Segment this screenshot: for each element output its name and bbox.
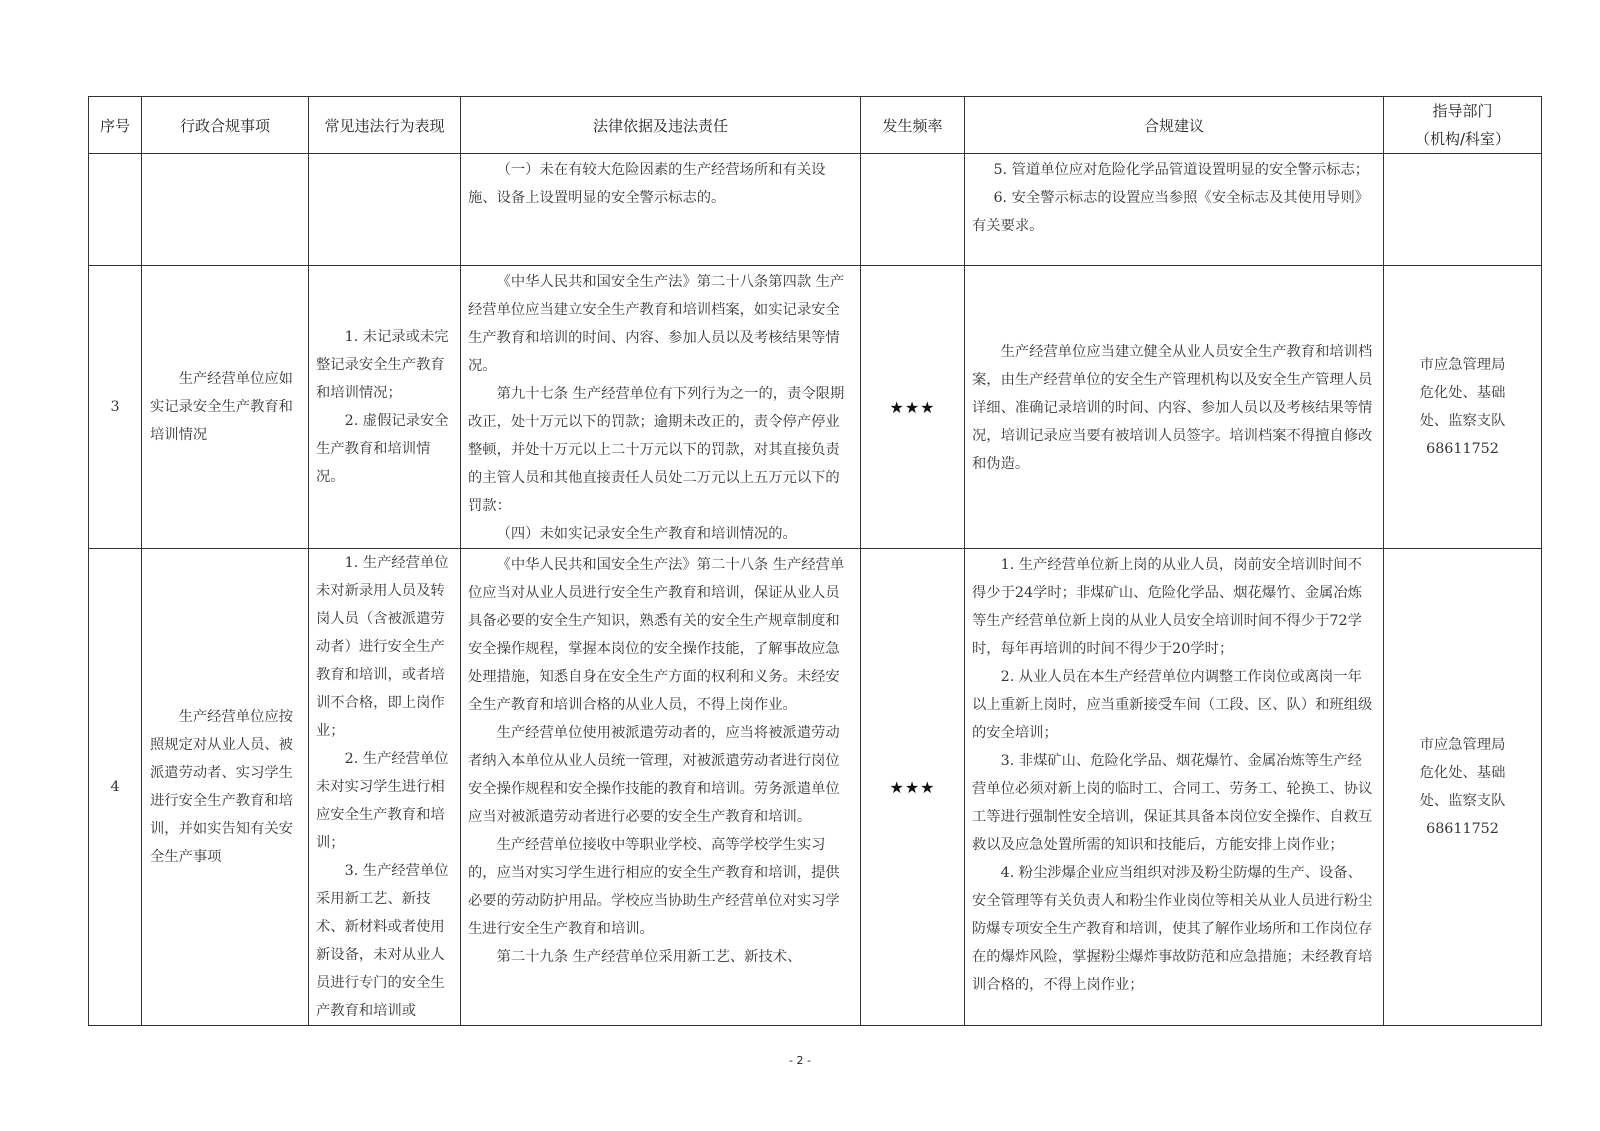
violation-paragraph: 2. 生产经营单位未对实习学生进行相应安全生产教育和培训； <box>316 751 449 851</box>
dept-line: 处、监察支队 <box>1419 413 1506 429</box>
legal-paragraph: 《中华人民共和国安全生产法》第二十八条第四款 生产经营单位应当建立安全生产教育和培训档案，如实记录安全生产教育和培训的时间、内容、参加人员以及考核结果等情况。 <box>468 274 845 374</box>
header-dept <box>1384 97 1542 154</box>
header-seq: 序号 <box>89 97 142 154</box>
row-suggestion <box>965 154 1384 266</box>
row-legal <box>461 154 861 266</box>
suggestion-paragraph: 1. 生产经营单位新上岗的从业人员，岗前安全培训时间不得少于24学时；非煤矿山、危险化学品、烟花爆竹、金属冶炼等生产经营单位新上岗的从业人员安全培训时间不得少于72学时，每年再培训的时间不得少于20学时； <box>972 557 1362 657</box>
page-number: - 2 - <box>789 1054 811 1067</box>
row-item <box>142 266 309 549</box>
legal-paragraph: （四）未如实记录安全生产教育和培训情况的。 <box>496 526 797 542</box>
suggestion-paragraph: 5. 管道单位应对危险化学品管道设置明显的安全警示标志； <box>993 162 1370 178</box>
violation-paragraph: 2. 虚假记录安全生产教育和培训情况。 <box>316 413 449 485</box>
table-row <box>89 549 1542 1026</box>
header-row <box>89 97 1542 154</box>
dept-line: 危化处、基础 <box>1419 385 1506 401</box>
compliance-table <box>88 96 1542 1026</box>
row-seq <box>89 154 142 266</box>
header-frequency: 发生频率 <box>861 97 965 154</box>
item-text: 生产经营单位应按照规定对从业人员、被派遣劳动者、实习学生进行安全生产教育和培训，并如实告知有关安全生产事项 <box>150 709 293 865</box>
legal-paragraph: 生产经营单位接收中等职业学校、高等学校学生实习的，应当对实习学生进行相应的安全生产教育和培训，提供必要的劳动防护用品。学校应当协助生产经营单位对实习学生进行安全生产教育和培训。 <box>468 837 840 937</box>
dept-line: 市应急管理局 <box>1419 737 1506 753</box>
row-frequency <box>861 154 965 266</box>
header-dept-line2: （机构/科室） <box>1414 130 1511 148</box>
item-text: 生产经营单位应如实记录安全生产教育和培训情况 <box>150 371 293 443</box>
suggestion-paragraph: 6. 安全警示标志的设置应当参照《安全标志及其使用导则》有关要求。 <box>972 190 1370 234</box>
suggestion-paragraph: 3. 非煤矿山、危险化学品、烟花爆竹、金属冶炼等生产经营单位必须对新上岗的临时工、合同工、劳务工、轮换工、协议工等进行强制性安全培训，保证其具备本岗位安全操作、自救互救以及应急处置所需的知识和技能后，方能安排上岗作业； <box>972 753 1373 853</box>
suggestion-paragraph: 2. 从业人员在本生产经营单位内调整工作岗位或离岗一年以上重新上岗时，应当重新接受车间（工段、区、队）和班组级的安全培训； <box>972 669 1373 741</box>
row-frequency: ★★★ <box>861 266 965 549</box>
row-violation <box>309 549 461 1026</box>
row-legal <box>461 549 861 1026</box>
legal-paragraph: 生产经营单位使用被派遣劳动者的，应当将被派遣劳动者纳入本单位从业人员统一管理，对被派遣劳动者进行岗位安全操作规程和安全操作技能的教育和培训。劳务派遣单位应当对被派遣劳动者进行必要的安全生产教育和培训。 <box>468 725 840 825</box>
suggestion-paragraph: 生产经营单位应当建立健全从业人员安全生产教育和培训档案，由生产经营单位的安全生产管理机构以及安全生产管理人员详细、准确记录培训的时间、内容、参加人员以及考核结果等情况，培训记录应当要有被培训人员签字。培训档案不得擅自修改和伪造。 <box>972 344 1373 472</box>
row-seq: 4 <box>89 549 142 1026</box>
violation-paragraph: 1. 未记录或未完整记录安全生产教育和培训情况； <box>316 329 449 401</box>
header-suggestion: 合规建议 <box>965 97 1384 154</box>
dept-line: 市应急管理局 <box>1419 357 1506 373</box>
row-legal <box>461 266 861 549</box>
row-item <box>142 549 309 1026</box>
row-violation <box>309 266 461 549</box>
header-item: 行政合规事项 <box>142 97 309 154</box>
table-row <box>89 266 1542 549</box>
row-frequency: ★★★ <box>861 549 965 1026</box>
header-legal: 法律依据及违法责任 <box>461 97 861 154</box>
row-violation <box>309 154 461 266</box>
legal-paragraph: 《中华人民共和国安全生产法》第二十八条 生产经营单位应当对从业人员进行安全生产教育和培训，保证从业人员具备必要的安全生产知识，熟悉有关的安全生产规章制度和安全操作规程，掌握本岗位的安全操作技能，了解事故应急处理措施，知悉自身在安全生产方面的权利和义务。未经安全生产教育和培训合格的从业人员，不得上岗作业。 <box>468 557 845 713</box>
row-item <box>142 154 309 266</box>
row-suggestion <box>965 549 1384 1026</box>
dept-line: 68611752 <box>1426 441 1499 457</box>
row-dept <box>1384 266 1542 549</box>
header-violation: 常见违法行为表现 <box>309 97 461 154</box>
legal-paragraph: 第二十九条 生产经营单位采用新工艺、新技术、 <box>496 949 802 965</box>
violation-paragraph: 3. 生产经营单位采用新工艺、新技术、新材料或者使用新设备，未对从业人员进行专门的安全生产教育和培训或 <box>316 863 449 1019</box>
table-row <box>89 154 1542 266</box>
suggestion-paragraph: 4. 粉尘涉爆企业应当组织对涉及粉尘防爆的生产、设备、安全管理等有关负责人和粉尘作业岗位等相关从业人员进行粉尘防爆专项安全生产教育和培训，使其了解作业场所和工作岗位存在的爆炸风险，掌握粉尘爆炸事故防范和应急措施；未经教育培训合格的，不得上岗作业； <box>972 865 1373 993</box>
dept-line: 处、监察支队 <box>1419 793 1506 809</box>
row-suggestion <box>965 266 1384 549</box>
legal-paragraph: （一）未在有较大危险因素的生产经营场所和有关设施、设备上设置明显的安全警示标志的。 <box>468 162 826 206</box>
header-dept-line1: 指导部门 <box>1432 102 1493 120</box>
row-seq: 3 <box>89 266 142 549</box>
dept-line: 危化处、基础 <box>1419 765 1506 781</box>
legal-paragraph: 第九十七条 生产经营单位有下列行为之一的，责令限期改正，处十万元以下的罚款；逾期未改正的，责令停产停业整顿，并处十万元以上二十万元以下的罚款，对其直接负责的主管人员和其他直接责任人员处二万元以上五万元以下的罚款： <box>468 386 845 514</box>
dept-line: 68611752 <box>1426 821 1499 837</box>
row-dept <box>1384 154 1542 266</box>
violation-paragraph: 1. 生产经营单位未对新录用人员及转岗人员（含被派遣劳动者）进行安全生产教育和培训，或者培训不合格，即上岗作业； <box>316 555 449 739</box>
row-dept <box>1384 549 1542 1026</box>
